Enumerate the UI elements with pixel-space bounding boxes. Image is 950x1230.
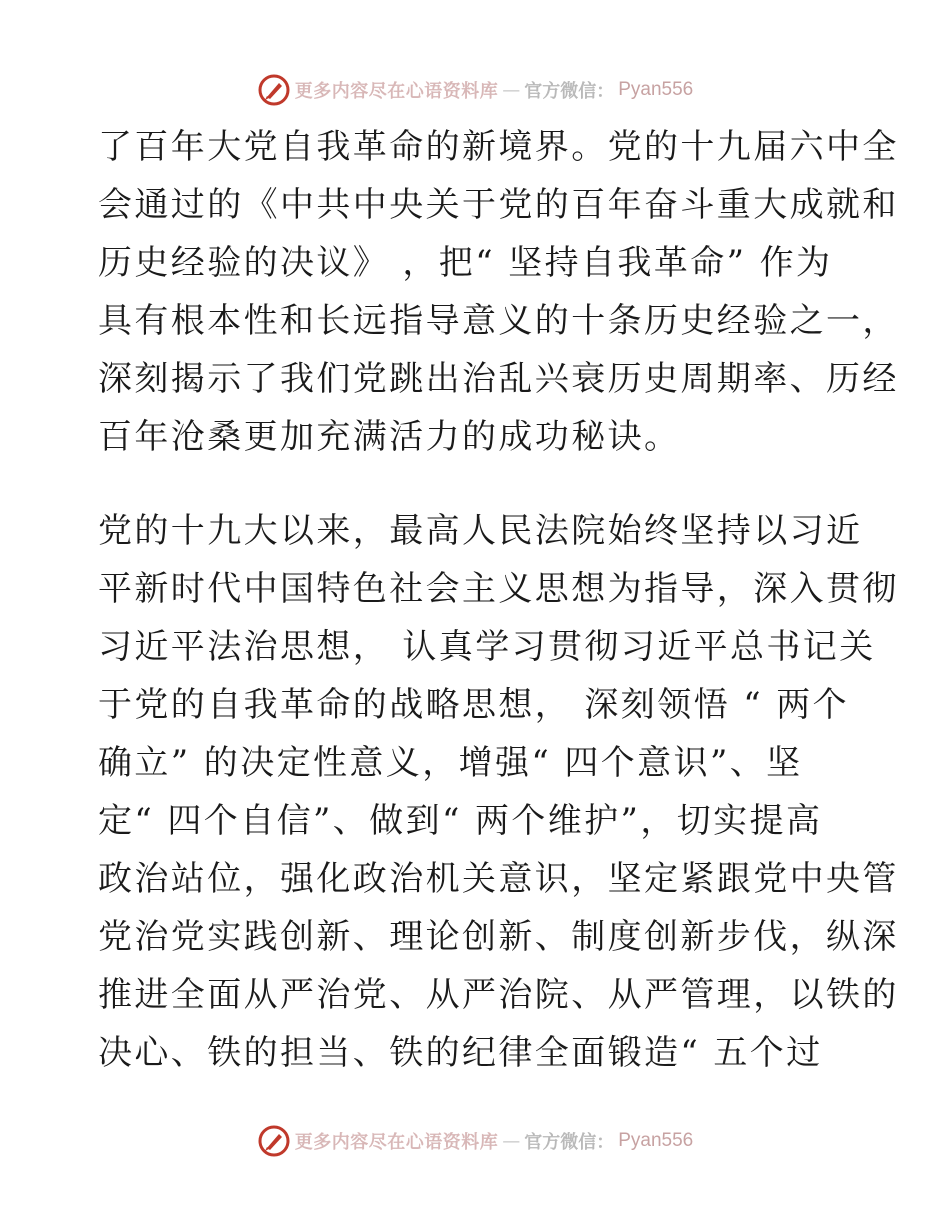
text-line: 于党的自我革命的战略思想， 深刻领悟 “ 两个 (98, 685, 850, 725)
text-line: 党治党实践创新、理论创新、制度创新步伐，纵深 (98, 917, 899, 957)
text-line: 定“ 四个自信”、做到“ 两个维护”，切实提高 (98, 801, 823, 841)
watermark-separator: — (502, 79, 521, 101)
text-line: 政治站位，强化政治机关意识，坚定紧跟党中央管 (98, 859, 899, 899)
paragraph-gap (98, 466, 858, 502)
document-body (98, 118, 899, 1082)
text-line: 确立” 的决定性意义，增强“ 四个意识”、坚 (98, 743, 803, 783)
paragraph (98, 118, 899, 466)
watermark-wechat-label: 官方微信： (524, 81, 615, 102)
watermark-separator: — (502, 1130, 521, 1152)
text-line: 百年沧桑更加充满活力的成功秘诀。 (98, 417, 681, 457)
text-line: 深刻揭示了我们党跳出治乱兴衰历史周期率、历经 (98, 359, 899, 399)
text-line: 会通过的《中共中央关于党的百年奋斗重大成就和 (98, 185, 899, 225)
footer-watermark (0, 1121, 950, 1161)
watermark-wechat-id: Pyan556 (618, 79, 694, 100)
watermark-wechat-id: Pyan556 (618, 1130, 694, 1151)
text-line: 了百年大党自我革命的新境界。党的十九届六中全 (98, 127, 899, 167)
watermark-wechat-label: 官方微信： (524, 1132, 615, 1153)
watermark-group (257, 73, 694, 107)
text-line: 决心、铁的担当、铁的纪律全面锻造“ 五个过 (98, 1033, 823, 1073)
watermark-group (257, 1124, 694, 1158)
text-line: 历史经验的决议》 ，把“ 坚持自我革命” 作为 (98, 243, 833, 283)
text-line: 具有根本性和长远指导意义的十条历史经验之一， (98, 301, 899, 341)
text-line: 推进全面从严治党、从严治院、从严管理，以铁的 (98, 975, 899, 1015)
watermark-site-text: 更多内容尽在心语资料库 (294, 1132, 499, 1153)
text-line: 平新时代中国特色社会主义思想为指导，深入贯彻 (98, 569, 899, 609)
text-line: 习近平法治思想， 认真学习贯彻习近平总书记关 (98, 627, 876, 667)
pen-seal-icon (257, 73, 291, 107)
pen-seal-icon (257, 1124, 291, 1158)
watermark-site-text: 更多内容尽在心语资料库 (294, 81, 499, 102)
text-line: 党的十九大以来，最高人民法院始终坚持以习近 (98, 511, 863, 551)
header-watermark (0, 70, 950, 110)
paragraph (98, 502, 899, 1082)
